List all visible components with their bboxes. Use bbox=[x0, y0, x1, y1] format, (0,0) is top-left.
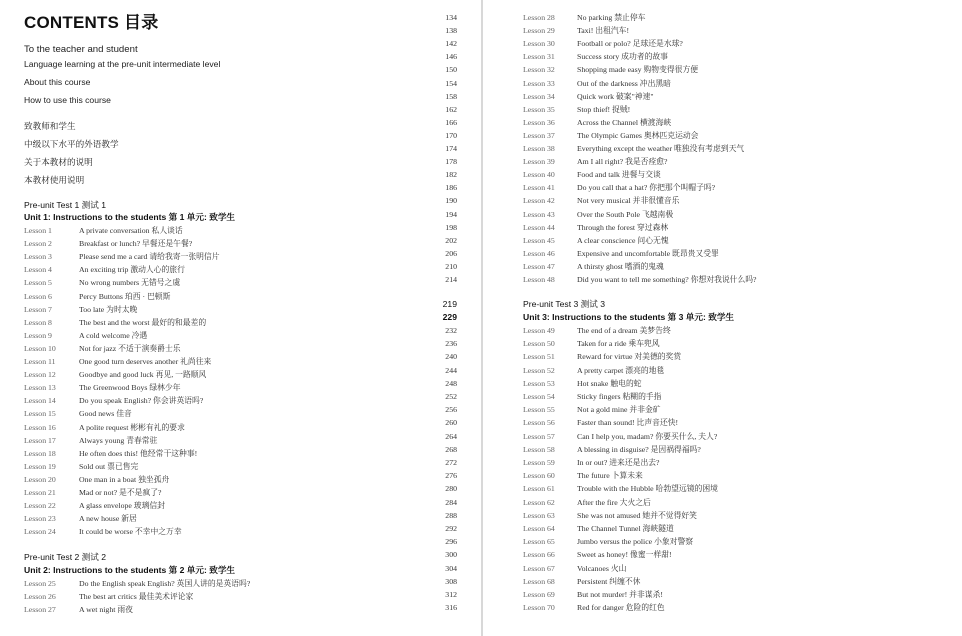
lesson-title: Do you speak English? 你会讲英语吗? bbox=[79, 396, 204, 406]
entry-title: 中级以下水平的外语教学 bbox=[24, 139, 119, 149]
lesson-number: Lesson 43 bbox=[523, 209, 555, 219]
lesson-title: Taxi! 出租汽车! bbox=[577, 26, 630, 36]
lesson-title: A thirsty ghost 嗜酒的鬼魂 bbox=[577, 261, 664, 271]
lesson-title: Shopping made easy 购物变得很方便 bbox=[577, 65, 699, 75]
lesson-page: 134 bbox=[445, 13, 457, 22]
lesson-number: Lesson 50 bbox=[523, 339, 555, 349]
lesson-number: Lesson 11 bbox=[24, 357, 56, 366]
lesson-title: No parking 禁止停车 bbox=[577, 13, 646, 22]
lesson-page: 170 bbox=[445, 130, 457, 140]
lesson-title: Jumbo versus the police 小象对警察 bbox=[577, 537, 694, 547]
lesson-title: Faster than sound! 比声音还快! bbox=[577, 418, 679, 428]
lesson-number: Lesson 54 bbox=[523, 392, 555, 401]
lesson-number: Lesson 36 bbox=[523, 117, 555, 127]
lesson-title: One good turn deserves another 礼尚往来 bbox=[79, 357, 212, 366]
lesson-page: 268 bbox=[445, 444, 457, 454]
lesson-page: 316 bbox=[445, 603, 457, 613]
lesson-page: 146 bbox=[445, 52, 457, 62]
lesson-number: Lesson 13 bbox=[24, 383, 56, 393]
lesson-title: Am I all right? 我是否痊愈? bbox=[577, 157, 668, 167]
lesson-number: Lesson 6 bbox=[24, 291, 52, 301]
lesson-page: 272 bbox=[445, 458, 457, 467]
lesson-title: Do you call that a hat? 你把那个叫帽子吗? bbox=[577, 183, 716, 193]
page-title: CONTENTS 目录 bbox=[24, 13, 159, 32]
lesson-title: Sticky fingers 粘糊的手指 bbox=[577, 392, 662, 401]
lesson-title: Food and talk 进餐与交谈 bbox=[577, 170, 661, 180]
entry-title: 关于本教材的说明 bbox=[24, 157, 93, 167]
lesson-page: 244 bbox=[445, 365, 457, 375]
lesson-number: Lesson 18 bbox=[24, 448, 56, 458]
unit-page: 229 bbox=[442, 312, 457, 322]
lesson-page: 308 bbox=[445, 576, 457, 586]
lesson-page: 166 bbox=[445, 117, 457, 127]
lesson-number: Lesson 46 bbox=[523, 248, 555, 258]
lesson-number: Lesson 55 bbox=[523, 405, 555, 415]
lesson-page: 194 bbox=[445, 209, 457, 219]
lesson-title: A blessing in disguise? 是因祸得福吗? bbox=[577, 444, 701, 454]
lesson-page: 260 bbox=[445, 418, 457, 428]
lesson-number: Lesson 34 bbox=[523, 91, 555, 101]
entry-title: 致教师和学生 bbox=[24, 121, 76, 131]
entry-title: About this course bbox=[24, 77, 91, 87]
lesson-title: A cold welcome 冷遇 bbox=[79, 330, 148, 340]
lesson-title: Not for jazz 不适于演奏爵士乐 bbox=[79, 343, 181, 353]
lesson-page: 174 bbox=[445, 144, 457, 153]
lesson-number: Lesson 44 bbox=[523, 222, 555, 232]
lesson-number: Lesson 8 bbox=[24, 317, 52, 327]
unit-title: Unit 1: Instructions to the students 第 1 单元: 致学生 bbox=[24, 212, 236, 222]
lesson-page: 288 bbox=[445, 510, 457, 520]
lesson-title: Not a gold mine 并非金矿 bbox=[577, 405, 661, 415]
lesson-title: Did you want to tell me something? 你想对我说什么吗? bbox=[577, 275, 757, 284]
entry-title: 本教材使用说明 bbox=[24, 175, 85, 185]
unit-title: Unit 2: Instructions to the students 第 2 单元: 致学生 bbox=[24, 565, 236, 575]
lesson-title: Across the Channel 横渡海峡 bbox=[577, 117, 672, 127]
lesson-title: Percy Buttons 珀西 · 巴顿斯 bbox=[79, 291, 171, 301]
lesson-title: Out of the darkness 冲出黑暗 bbox=[577, 78, 671, 88]
lesson-page: 142 bbox=[445, 39, 457, 49]
lesson-number: Lesson 9 bbox=[24, 330, 52, 340]
lesson-title: In or out? 进来还是出去? bbox=[577, 458, 660, 467]
lesson-number: Lesson 51 bbox=[523, 352, 555, 362]
lesson-number: Lesson 53 bbox=[523, 378, 555, 388]
test-title: Pre-unit Test 1 测试 1 bbox=[24, 200, 106, 210]
lesson-number: Lesson 15 bbox=[24, 409, 56, 419]
lesson-number: Lesson 1 bbox=[24, 226, 52, 235]
lesson-page: 210 bbox=[445, 261, 457, 271]
lesson-title: Always young 青春常驻 bbox=[79, 435, 158, 445]
lesson-number: Lesson 26 bbox=[24, 592, 56, 602]
lesson-title: But not murder! 并非谋杀! bbox=[577, 590, 663, 599]
lesson-number: Lesson 23 bbox=[24, 514, 56, 524]
lesson-number: Lesson 28 bbox=[523, 13, 555, 22]
lesson-page: 312 bbox=[445, 590, 457, 599]
lesson-page: 158 bbox=[445, 91, 457, 101]
test-title: Pre-unit Test 3 测试 3 bbox=[523, 299, 605, 309]
lesson-number: Lesson 49 bbox=[523, 326, 555, 335]
lesson-number: Lesson 68 bbox=[523, 576, 555, 586]
lesson-number: Lesson 41 bbox=[523, 183, 555, 193]
lesson-page: 154 bbox=[445, 78, 457, 88]
lesson-title: No wrong numbers 无错号之虞 bbox=[79, 278, 181, 288]
lesson-number: Lesson 63 bbox=[523, 510, 555, 520]
lesson-number: Lesson 27 bbox=[24, 605, 56, 615]
lesson-number: Lesson 14 bbox=[24, 396, 56, 406]
lesson-number: Lesson 61 bbox=[523, 484, 555, 494]
lesson-number: Lesson 22 bbox=[24, 501, 56, 511]
lesson-title: Please send me a card 请给我寄一张明信片 bbox=[79, 252, 220, 262]
lesson-number: Lesson 69 bbox=[523, 590, 555, 599]
lesson-number: Lesson 70 bbox=[523, 603, 555, 613]
lesson-title: Over the South Pole 飞越南极 bbox=[577, 209, 674, 219]
lesson-page: 214 bbox=[445, 275, 457, 284]
lesson-page: 190 bbox=[445, 196, 457, 206]
lesson-title: The Channel Tunnel 海峡隧道 bbox=[577, 524, 674, 533]
lesson-number: Lesson 16 bbox=[24, 422, 56, 432]
lesson-title: He often does this! 他经常干这种事! bbox=[79, 448, 198, 458]
lesson-number: Lesson 65 bbox=[523, 537, 555, 547]
lesson-title: Expensive and uncomfortable 既昂贵又受罪 bbox=[577, 248, 719, 258]
lesson-number: Lesson 39 bbox=[523, 157, 555, 167]
lesson-title: The best and the worst 最好的和最差的 bbox=[79, 317, 207, 327]
lesson-number: Lesson 30 bbox=[523, 39, 555, 49]
lesson-page: 304 bbox=[445, 563, 457, 573]
lesson-title: Not very musical 并非很懂音乐 bbox=[577, 196, 680, 206]
lesson-number: Lesson 32 bbox=[523, 65, 555, 75]
lesson-number: Lesson 17 bbox=[24, 435, 56, 445]
lesson-number: Lesson 59 bbox=[523, 458, 555, 467]
lesson-number: Lesson 62 bbox=[523, 497, 555, 507]
lesson-title: Mad or not? 是不是疯了? bbox=[79, 488, 162, 497]
lesson-number: Lesson 57 bbox=[523, 431, 555, 441]
lesson-number: Lesson 21 bbox=[24, 488, 56, 497]
lesson-page: 264 bbox=[445, 431, 457, 441]
lesson-page: 300 bbox=[445, 550, 457, 560]
lesson-number: Lesson 20 bbox=[24, 474, 56, 484]
lesson-page: 284 bbox=[445, 497, 457, 507]
lesson-page: 198 bbox=[445, 222, 457, 232]
lesson-title: An exciting trip 激动人心的旅行 bbox=[79, 265, 185, 275]
lesson-title: The Greenwood Boys 绿林少年 bbox=[79, 383, 181, 393]
lesson-title: Reward for virtue 对美德的奖赏 bbox=[577, 352, 682, 362]
lesson-number: Lesson 10 bbox=[24, 343, 56, 353]
lesson-title: Sweet as honey! 像蜜一样甜! bbox=[577, 550, 672, 560]
lesson-number: Lesson 37 bbox=[523, 130, 555, 140]
lesson-number: Lesson 40 bbox=[523, 170, 555, 180]
lesson-page: 276 bbox=[445, 471, 457, 481]
lesson-number: Lesson 58 bbox=[523, 444, 555, 454]
lesson-title: She was not amused 她并不觉得好笑 bbox=[577, 510, 697, 520]
lesson-number: Lesson 35 bbox=[523, 104, 555, 114]
lesson-title: It could be worse 不幸中之万幸 bbox=[79, 527, 182, 537]
lesson-page: 232 bbox=[445, 326, 457, 335]
lesson-number: Lesson 56 bbox=[523, 418, 555, 428]
test-page: 219 bbox=[442, 299, 457, 309]
lesson-number: Lesson 60 bbox=[523, 471, 555, 481]
lesson-number: Lesson 25 bbox=[24, 579, 56, 588]
lesson-number: Lesson 33 bbox=[523, 78, 555, 88]
lesson-number: Lesson 38 bbox=[523, 144, 555, 153]
lesson-number: Lesson 2 bbox=[24, 239, 52, 249]
lesson-title: A pretty carpet 漂亮的地毯 bbox=[577, 365, 665, 375]
lesson-page: 252 bbox=[445, 392, 457, 401]
lesson-title: Good news 佳音 bbox=[79, 409, 132, 419]
lesson-number: Lesson 66 bbox=[523, 550, 555, 560]
entry-title: How to use this course bbox=[24, 95, 111, 105]
lesson-title: Hot snake 触电的蛇 bbox=[577, 378, 642, 388]
lesson-page: 186 bbox=[445, 183, 457, 193]
lesson-number: Lesson 48 bbox=[523, 275, 555, 284]
lesson-number: Lesson 19 bbox=[24, 461, 56, 471]
lesson-title: Persistent 纠缠不休 bbox=[577, 576, 641, 586]
lesson-page: 296 bbox=[445, 537, 457, 547]
lesson-title: Trouble with the Hubble 哈勃望远镜的困境 bbox=[577, 484, 718, 494]
lesson-title: Red for danger 危险的红色 bbox=[577, 603, 665, 613]
lesson-title: Taken for a ride 乘车兜风 bbox=[577, 339, 660, 349]
lesson-title: The best art critics 最佳美术评论家 bbox=[79, 592, 194, 602]
lesson-title: A wet night 雨夜 bbox=[79, 605, 133, 615]
test-title: Pre-unit Test 2 测试 2 bbox=[24, 552, 106, 562]
lesson-title: Success story 成功者的故事 bbox=[577, 52, 668, 62]
lesson-number: Lesson 24 bbox=[24, 527, 56, 537]
lesson-title: A new house 新居 bbox=[79, 514, 137, 524]
lesson-page: 182 bbox=[445, 170, 457, 180]
lesson-title: Everything except the weather 唯独没有考虑到天气 bbox=[577, 144, 745, 153]
lesson-number: Lesson 31 bbox=[523, 52, 555, 62]
lesson-number: Lesson 52 bbox=[523, 365, 555, 375]
lesson-title: Football or polo? 足球还是水球? bbox=[577, 39, 683, 49]
lesson-title: One man in a boat 独坐孤舟 bbox=[79, 474, 170, 484]
lesson-page: 162 bbox=[445, 104, 457, 114]
lesson-title: The end of a dream 美梦告终 bbox=[577, 326, 671, 335]
lesson-number: Lesson 64 bbox=[523, 524, 555, 533]
lesson-title: Goodbye and good luck 再见, 一路顺风 bbox=[79, 370, 207, 380]
lesson-title: Can I help you, madam? 你要买什么, 夫人? bbox=[577, 431, 718, 441]
lesson-number: Lesson 29 bbox=[523, 26, 555, 36]
lesson-page: 292 bbox=[445, 524, 457, 533]
lesson-number: Lesson 3 bbox=[24, 252, 52, 262]
lesson-page: 178 bbox=[445, 157, 457, 167]
lesson-title: The Olympic Games 奥林匹克运动会 bbox=[577, 130, 699, 140]
lesson-title: Through the forest 穿过森林 bbox=[577, 222, 669, 232]
lesson-title: Too late 为时太晚 bbox=[79, 304, 138, 314]
lesson-page: 150 bbox=[445, 65, 457, 75]
lesson-title: Sold out 票已售完 bbox=[79, 461, 139, 471]
lesson-title: After the fire 大火之后 bbox=[577, 497, 651, 507]
lesson-title: Stop thief! 捉贼! bbox=[577, 104, 631, 114]
lesson-title: The future 卜算未来 bbox=[577, 471, 643, 481]
unit-title: Unit 3: Instructions to the students 第 3 单元: 致学生 bbox=[523, 312, 735, 322]
lesson-title: A polite request 彬彬有礼的要求 bbox=[79, 422, 185, 432]
lesson-page: 280 bbox=[445, 484, 457, 494]
lesson-page: 138 bbox=[445, 26, 457, 36]
lesson-title: A clear conscience 问心无愧 bbox=[577, 235, 669, 245]
lesson-page: 202 bbox=[445, 235, 457, 245]
lesson-number: Lesson 67 bbox=[523, 563, 555, 573]
lesson-page: 256 bbox=[445, 405, 457, 415]
lesson-number: Lesson 45 bbox=[523, 235, 555, 245]
lesson-number: Lesson 7 bbox=[24, 304, 52, 314]
right-page bbox=[442, 0, 962, 636]
lesson-title: Breakfast or lunch? 早餐还是午餐? bbox=[79, 239, 193, 249]
lesson-title: A private conversation 私人谈话 bbox=[79, 226, 183, 235]
lesson-page: 206 bbox=[445, 248, 457, 258]
lesson-number: Lesson 47 bbox=[523, 261, 555, 271]
lesson-page: 240 bbox=[445, 352, 457, 362]
lesson-number: Lesson 12 bbox=[24, 370, 56, 380]
lesson-title: Do the English speak English? 英国人讲的是英语吗? bbox=[79, 579, 251, 588]
lesson-title: A glass envelope 玻璃信封 bbox=[79, 501, 165, 511]
entry-title: Language learning at the pre-unit intermediate level bbox=[24, 59, 221, 69]
lesson-title: Quick work 破案"神速" bbox=[577, 91, 654, 101]
lesson-number: Lesson 4 bbox=[24, 265, 52, 275]
lesson-number: Lesson 42 bbox=[523, 196, 555, 206]
lesson-title: Volcanoes 火山 bbox=[577, 563, 627, 573]
lesson-page: 248 bbox=[445, 378, 457, 388]
lesson-number: Lesson 5 bbox=[24, 278, 52, 288]
lesson-page: 236 bbox=[445, 339, 457, 349]
entry-title: To the teacher and student bbox=[24, 44, 138, 55]
